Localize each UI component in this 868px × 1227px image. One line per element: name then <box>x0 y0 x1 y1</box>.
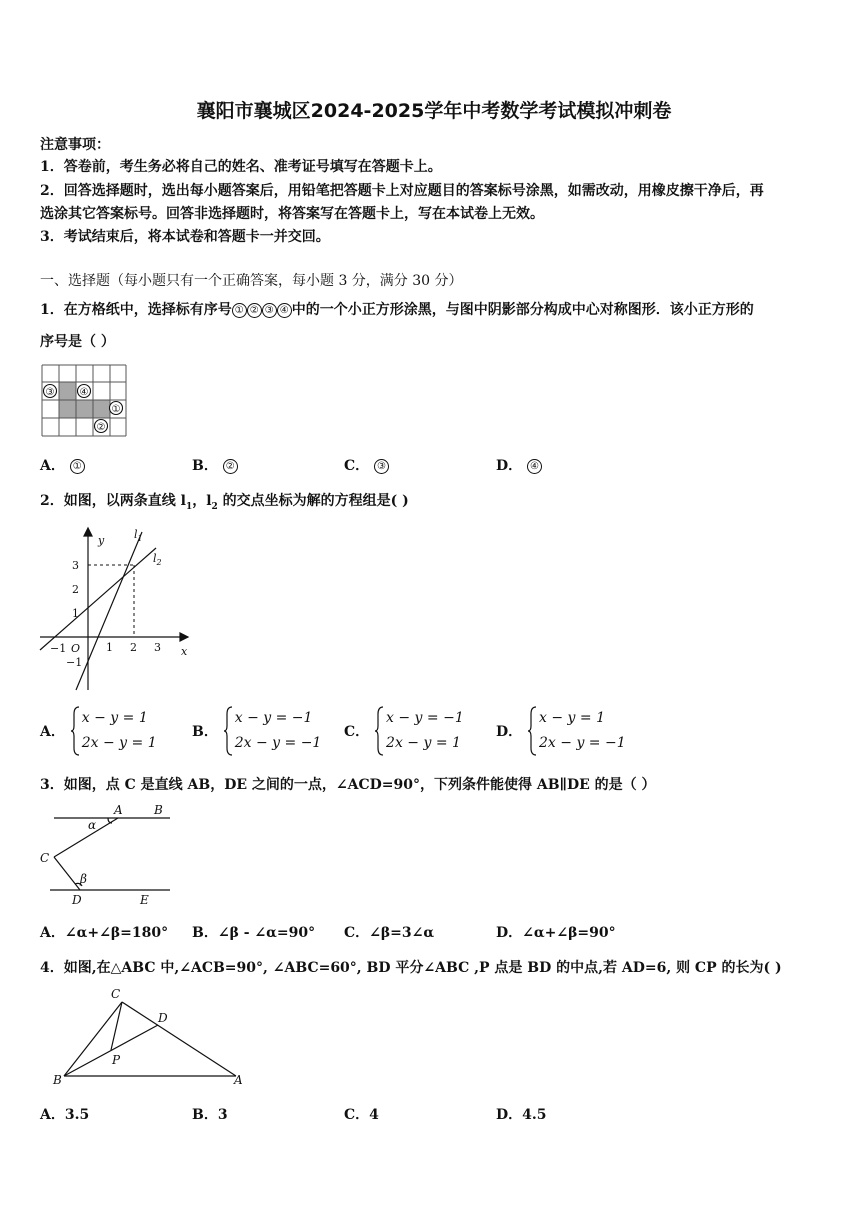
line-l1 <box>76 532 142 690</box>
q2-text: 2．如图，以两条直线 $l_1$，$l_2$ 的交点坐标为解的方程组是( ) <box>40 493 409 512</box>
notice-item-2b: 选涂其它答案标号。回答非选择题时，将答案写在答题卡上，写在本试卷上无效。 <box>40 206 544 222</box>
y-tick-3: 3 <box>72 559 79 572</box>
angle-alpha: α <box>88 818 97 832</box>
page-title: 襄阳市襄城区2024-2025学年中考数学考试模拟冲刺卷 <box>196 100 672 122</box>
x-tick-2: 2 <box>130 641 137 654</box>
q1-mark-1: ① <box>232 303 247 318</box>
point-d: D <box>72 893 82 907</box>
grid-shaded-cell <box>59 382 76 400</box>
grid-shaded-cell <box>93 400 110 418</box>
point-a: A <box>234 1073 243 1087</box>
q1-text-cont: 序号是（ ） <box>40 334 115 350</box>
q4-text: 4．如图,在△ABC 中,∠ACB=90°, ∠ABC=60°, BD 平分∠ABC ,P 点是 BD 的中点,若 AD=6, 则 CP 的长为( ) <box>40 960 782 976</box>
grid-label-2: ② <box>96 422 106 433</box>
q3-option-c[interactable]: C．∠β=3∠α <box>344 925 435 941</box>
point-p: P <box>112 1053 121 1067</box>
y-axis-label: y <box>98 534 105 547</box>
q4-option-c[interactable]: C．4 <box>344 1107 379 1123</box>
q1-text: 1．在方格纸中，选择标有序号 ① ② ③ ④ 中的一个小正方形涂黑，与图中阴影部分构成中心对称图形．该小正方形的 <box>40 302 754 318</box>
q4-option-b[interactable]: B．3 <box>192 1107 228 1123</box>
point-e: E <box>140 893 149 907</box>
side-ca <box>122 1002 236 1076</box>
grid-shaded-cell <box>76 400 93 418</box>
l2-label: $l_2$ <box>153 552 162 567</box>
point-d: D <box>158 1011 168 1025</box>
point-c: C <box>111 987 121 1001</box>
q3-option-b[interactable]: B．∠β - ∠α=90° <box>192 925 316 941</box>
point-a: A <box>114 803 123 817</box>
x-tick-3: 3 <box>154 641 161 654</box>
q3-figure <box>36 802 176 908</box>
q1-option-d[interactable]: D． ④ <box>496 455 542 475</box>
q1-mark-2: ② <box>247 303 262 318</box>
q2-graph <box>36 520 196 692</box>
q3-option-d[interactable]: D．∠α+∠β=90° <box>496 925 616 941</box>
x-tick-1: 1 <box>106 641 113 654</box>
x-tick-neg1: −1 <box>50 642 67 655</box>
q4-figure <box>50 984 250 1090</box>
grid-label-1: ① <box>111 404 121 415</box>
q1-option-a[interactable]: A． ① <box>40 455 85 475</box>
q1-option-b[interactable]: B． ② <box>192 455 238 475</box>
segment-ac <box>54 818 118 857</box>
section-heading: 一、选择题（每小题只有一个正确答案，每小题 3 分，满分 30 分） <box>40 273 463 289</box>
l1-label: $l_1$ <box>134 528 143 543</box>
x-axis-label: x <box>181 645 188 658</box>
point-c: C <box>40 851 50 865</box>
grid-shaded-cell <box>59 400 76 418</box>
q1-mark-4: ④ <box>277 303 292 318</box>
y-tick-2: 2 <box>72 583 79 596</box>
origin-label: O <box>71 642 81 655</box>
segment-cd <box>54 857 80 890</box>
y-tick-neg1: −1 <box>66 656 83 669</box>
angle-beta: β <box>80 872 87 886</box>
segment-bd <box>64 1025 158 1076</box>
q4-option-a[interactable]: A．3.5 <box>40 1107 90 1123</box>
grid-label-4: ④ <box>79 387 89 398</box>
q2-option-d[interactable]: D． x − y = 1 2x − y = −1 <box>496 706 626 756</box>
q1-option-c[interactable]: C． ③ <box>344 455 389 475</box>
y-tick-1: 1 <box>72 607 79 620</box>
q3-text: 3．如图，点 C 是直线 AB，DE 之间的一点，∠ACD=90°，下列条件能使得 AB∥DE 的是（ ） <box>40 777 656 793</box>
q2-option-b[interactable]: B． x − y = −1 2x − y = −1 <box>192 706 321 756</box>
q1-grid-figure <box>40 364 128 438</box>
notice-item-3: 3．考试结束后，将本试卷和答题卡一并交回。 <box>40 229 330 245</box>
q2-option-c[interactable]: C． x − y = −1 2x − y = 1 <box>344 706 464 756</box>
notice-heading: 注意事项： <box>40 137 110 153</box>
q3-option-a[interactable]: A．∠α+∠β=180° <box>40 925 169 941</box>
grid-label-3: ③ <box>45 387 55 398</box>
q4-option-d[interactable]: D．4.5 <box>496 1107 547 1123</box>
notice-item-2a: 2．回答选择题时，选出每小题答案后，用铅笔把答题卡上对应题目的答案标号涂黑，如需改动，用橡皮擦干净后，再 <box>40 183 764 199</box>
q1-mark-3: ③ <box>262 303 277 318</box>
notice-item-1: 1．答卷前，考生务必将自己的姓名、准考证号填写在答题卡上。 <box>40 159 442 175</box>
q2-option-a[interactable]: A． x − y = 1 2x − y = 1 <box>40 706 157 756</box>
point-b: B <box>154 803 163 817</box>
point-b: B <box>53 1073 62 1087</box>
line-l2 <box>40 548 156 650</box>
